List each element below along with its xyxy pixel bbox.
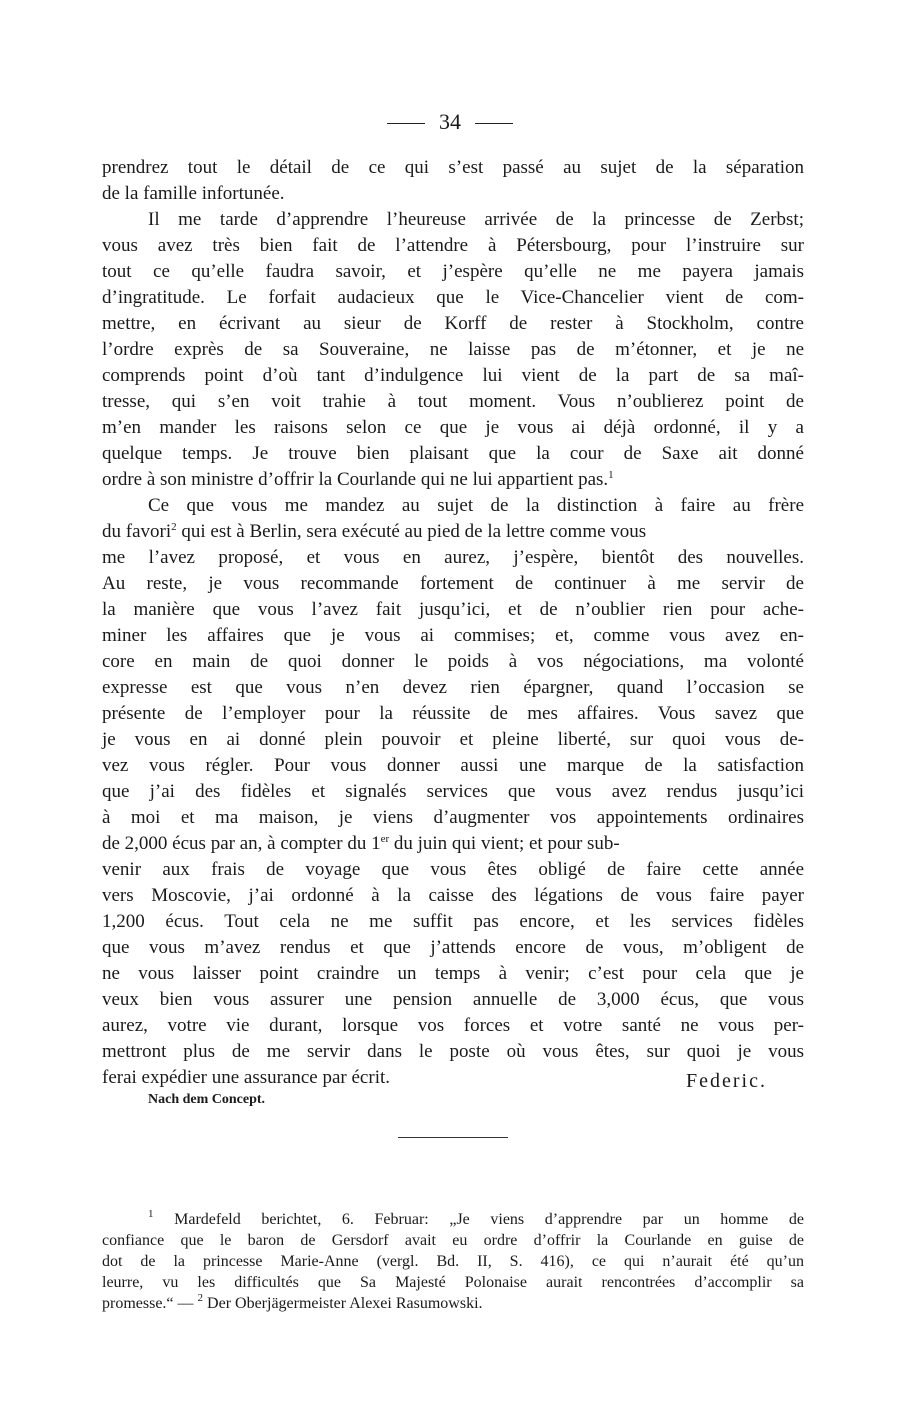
body-line: d’ingratitude. Le forfait audacieux que le Vice-Chancelier vient de com-	[102, 287, 804, 308]
body-line: que j’ai des fidèles et signalés services que vous avez rendus jusqu’ici	[102, 781, 804, 802]
body-line	[102, 467, 614, 493]
footnote-text: promesse.“ —	[102, 1295, 194, 1312]
ordinal-suffix: er	[380, 833, 390, 845]
body-line: je vous en ai donné plein pouvoir et pleine liberté, sur quoi vous de-	[102, 729, 804, 750]
footnote-line: confiance que le baron de Gersdorf avait eu ordre d’offrir la Courlande en guise de	[102, 1232, 804, 1249]
body-line: quelque temps. Je trouve bien plaisant que la cour de Saxe ait donné	[102, 443, 804, 464]
signature: Federic.	[686, 1070, 767, 1092]
header-dash-right	[475, 123, 513, 124]
body-line: aurez, votre vie durant, lorsque vos forces et votre santé ne vous per-	[102, 1015, 804, 1036]
footnote-text: Mardefeld berichtet, 6. Februar: „Je viens d’apprendre par un homme de	[174, 1211, 804, 1228]
footnote-mark-2: 2	[197, 1292, 204, 1304]
body-line-text: de 2,000 écus par an, à compter du 1	[102, 833, 381, 854]
body-line: la manière que vous l’avez fait jusqu’ici, et de n’oublier rien pour ache-	[102, 599, 804, 620]
footnote-separator	[398, 1137, 508, 1138]
page-number: 34	[439, 109, 461, 134]
body-line-text: ordre à son ministre d’offrir la Courlande qui ne lui appartient pas.	[102, 469, 609, 490]
footnote-mark-1: 1	[148, 1208, 154, 1220]
footnote-line	[148, 1209, 804, 1230]
footnote-text: Der Oberjägermeister Alexei Rasumowski.	[207, 1295, 483, 1312]
body-line: tout ce qu’elle faudra savoir, et j’espère qu’elle ne me payera jamais	[102, 261, 804, 282]
footnote-line	[102, 1293, 804, 1314]
body-line: à moi et ma maison, je viens d’augmenter vos appointements ordinaires	[102, 807, 804, 828]
body-line: miner les affaires que je vous ai commises; et, comme vous avez en-	[102, 625, 804, 646]
page-header	[0, 108, 900, 136]
body-line: ne vous laisser point craindre un temps à venir; c’est pour cela que je	[102, 963, 804, 984]
body-line: Au reste, je vous recommande fortement de continuer à me servir de	[102, 573, 804, 594]
body-line: mettre, en écrivant au sieur de Korff de rester à Stockholm, contre	[102, 313, 804, 334]
body-line: l’ordre exprès de sa Souveraine, ne laisse pas de m’étonner, et je ne	[102, 339, 804, 360]
body-line: présente de l’employer pour la réussite de mes affaires. Vous savez que	[102, 703, 804, 724]
body-line: expresse est que vous n’en devez rien épargner, quand l’occasion se	[102, 677, 804, 698]
body-line: Il me tarde d’apprendre l’heureuse arrivée de la princesse de Zerbst;	[148, 209, 804, 230]
body-line: ferai expédier une assurance par écrit.	[102, 1067, 390, 1088]
header-dash-left	[387, 123, 425, 124]
body-line: mettront plus de me servir dans le poste où vous êtes, sur quoi je vous	[102, 1041, 804, 1062]
footnote-ref-2: 2	[171, 521, 177, 533]
body-line: vous avez très bien fait de l’attendre à Pétersbourg, pour l’instruire sur	[102, 235, 804, 256]
footnote-ref-1: 1	[608, 469, 614, 481]
body-line: 1,200 écus. Tout cela ne me suffit pas encore, et les services fidèles	[102, 911, 804, 932]
body-line-text: du juin qui vient; et pour sub-	[393, 833, 620, 854]
body-line-text: du favori	[102, 521, 172, 542]
body-line: vez vous régler. Pour vous donner aussi une marque de la satisfaction	[102, 755, 804, 776]
body-line: core en main de quoi donner le poids à vos négociations, ma volonté	[102, 651, 804, 672]
body-line	[102, 519, 804, 545]
body-line: vers Moscovie, j’ai ordonné à la caisse des légations de vous faire payer	[102, 885, 804, 906]
body-line: comprends point d’où tant d’indulgence lui vient de la part de sa maî-	[102, 365, 804, 386]
body-line: me l’avez proposé, et vous en aurez, j’espère, bientôt des nouvelles.	[102, 547, 804, 568]
footnote-line: leurre, vu les difficultés que Sa Majesté Polonaise aurait rencontrées d’accomplir sa	[102, 1274, 804, 1291]
body-line	[102, 831, 804, 857]
body-line: que vous m’avez rendus et que j’attends encore de vous, m’obligent de	[102, 937, 804, 958]
footnote-line: dot de la princesse Marie-Anne (vergl. Bd. II, S. 416), ce qui n’aurait été qu’un	[102, 1253, 804, 1270]
body-line: prendrez tout le détail de ce qui s’est passé au sujet de la séparation	[102, 157, 804, 178]
body-line: m’en mander les raisons selon ce que je vous ai déjà ordonné, il y a	[102, 417, 804, 438]
source-note: Nach dem Concept.	[148, 1092, 266, 1107]
body-line-text: qui est à Berlin, sera exécuté au pied de la lettre comme vous	[181, 521, 647, 542]
body-line: Ce que vous me mandez au sujet de la distinction à faire au frère	[148, 495, 804, 516]
body-line: venir aux frais de voyage que vous êtes obligé de faire cette année	[102, 859, 804, 880]
body-line: veux bien vous assurer une pension annuelle de 3,000 écus, que vous	[102, 989, 804, 1010]
body-line: tresse, qui s’en voit trahie à tout moment. Vous n’oublierez point de	[102, 391, 804, 412]
body-line: de la famille infortunée.	[102, 183, 285, 204]
